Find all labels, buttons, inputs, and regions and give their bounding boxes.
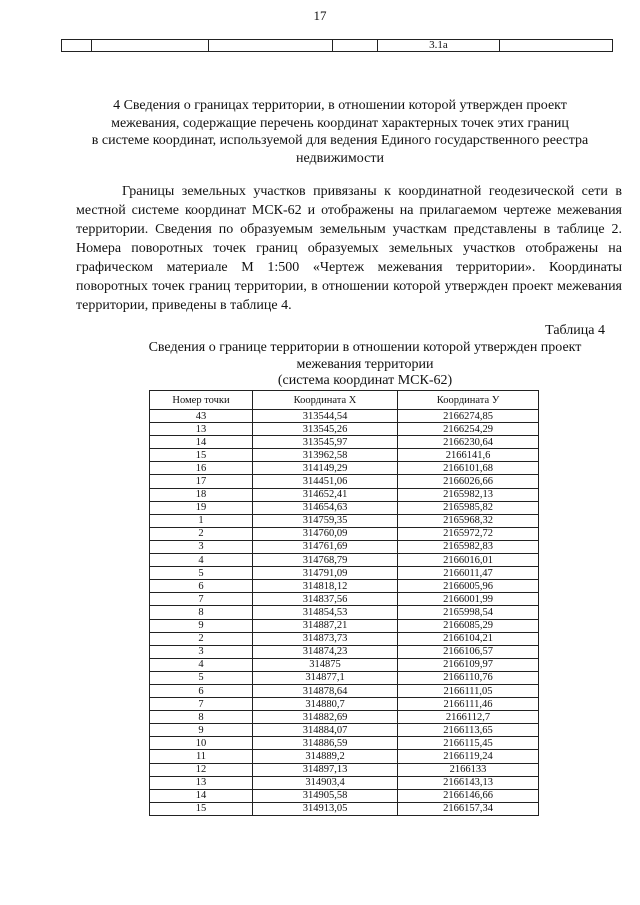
table-row (150, 776, 539, 789)
cell-point-number: 4 (150, 658, 253, 671)
cell-coordinate-x: 314877,1 (253, 671, 398, 684)
cell-coordinate-x: 314886,59 (253, 737, 398, 750)
table-row (150, 698, 539, 711)
cell-coordinate-y: 2166146,66 (398, 789, 539, 802)
cell-coordinate-x: 314903,4 (253, 776, 398, 789)
cell-point-number: 1 (150, 514, 253, 527)
table-row (150, 737, 539, 750)
table-caption: Таблица 4 (545, 323, 605, 338)
stamp-cell (333, 40, 378, 52)
cell-point-number: 6 (150, 684, 253, 697)
stamp-cell-sheet-code: 3.1а (378, 40, 500, 52)
cell-coordinate-y: 2166111,05 (398, 684, 539, 697)
cell-coordinate-y: 2166111,46 (398, 698, 539, 711)
table-row (150, 540, 539, 553)
table-header-row (150, 391, 539, 410)
cell-point-number: 9 (150, 619, 253, 632)
page-number: 17 (313, 8, 327, 23)
cell-coordinate-y: 2166115,45 (398, 737, 539, 750)
cell-coordinate-y: 2166101,68 (398, 462, 539, 475)
cell-coordinate-x: 314791,09 (253, 567, 398, 580)
cell-point-number: 15 (150, 802, 253, 815)
cell-coordinate-y: 2166133 (398, 763, 539, 776)
cell-point-number: 12 (150, 763, 253, 776)
cell-coordinate-y: 2166001,99 (398, 593, 539, 606)
cell-coordinate-x: 313544,54 (253, 410, 398, 423)
table-row (150, 423, 539, 436)
cell-point-number: 5 (150, 671, 253, 684)
table-row (150, 580, 539, 593)
table-row (150, 645, 539, 658)
table-row (150, 436, 539, 449)
cell-coordinate-y: 2165985,82 (398, 501, 539, 514)
header-coordinate-x: Координата X (253, 391, 398, 410)
stamp-cell (92, 40, 209, 52)
table-row (150, 619, 539, 632)
table-title-line: межевания территории (296, 356, 434, 372)
table-row (150, 593, 539, 606)
cell-coordinate-x: 314761,69 (253, 540, 398, 553)
cell-coordinate-y: 2166254,29 (398, 423, 539, 436)
cell-coordinate-x: 313962,58 (253, 449, 398, 462)
cell-coordinate-x: 314149,29 (253, 462, 398, 475)
body-paragraph: Границы земельных участков привязаны к координатной геодезической сети в местной системе координат МСК-62 и отображены на прилагаемом чертеже межевания территории. Сведения по образуемым земельным участкам представлены в таблице 2. Номера поворотных точек границ образуемых земельных участков отображены на графическом материале М 1:500 «Чертеж межевания территории». Координаты поворотных точек границ территории, в отношении которой утвержден проект межевания территории, приведены в таблице 4. (76, 184, 622, 313)
cell-coordinate-x: 314897,13 (253, 763, 398, 776)
table-row (150, 449, 539, 462)
cell-coordinate-x: 314874,23 (253, 645, 398, 658)
cell-point-number: 2 (150, 632, 253, 645)
table-row (150, 410, 539, 423)
heading-line: 4 Сведения о границах территории, в отношении которой утвержден проект (113, 98, 567, 113)
cell-point-number: 4 (150, 554, 253, 567)
cell-point-number: 13 (150, 423, 253, 436)
cell-point-number: 10 (150, 737, 253, 750)
table-row (150, 763, 539, 776)
cell-coordinate-y: 2166005,96 (398, 580, 539, 593)
table-row (150, 750, 539, 763)
cell-point-number: 3 (150, 540, 253, 553)
table-row (150, 671, 539, 684)
cell-point-number: 14 (150, 436, 253, 449)
table-row (150, 514, 539, 527)
cell-coordinate-x: 314882,69 (253, 711, 398, 724)
table-row (150, 554, 539, 567)
table-row (150, 527, 539, 540)
cell-point-number: 13 (150, 776, 253, 789)
cell-coordinate-y: 2166113,65 (398, 724, 539, 737)
cell-coordinate-x: 314451,06 (253, 475, 398, 488)
cell-coordinate-y: 2165998,54 (398, 606, 539, 619)
table-row (150, 475, 539, 488)
cell-coordinate-x: 313545,26 (253, 423, 398, 436)
cell-coordinate-x: 314760,09 (253, 527, 398, 540)
cell-coordinate-y: 2166141,6 (398, 449, 539, 462)
cell-coordinate-x: 314759,35 (253, 514, 398, 527)
cell-coordinate-y: 2166026,66 (398, 475, 539, 488)
coordinates-table (149, 390, 539, 816)
cell-coordinate-y: 2166157,34 (398, 802, 539, 815)
cell-coordinate-y: 2166119,24 (398, 750, 539, 763)
heading-line: межевания, содержащие перечень координат характерных точек этих границ (111, 115, 569, 131)
cell-coordinate-x: 314880,7 (253, 698, 398, 711)
cell-point-number: 3 (150, 645, 253, 658)
cell-coordinate-x: 314873,73 (253, 632, 398, 645)
cell-coordinate-x: 314652,41 (253, 488, 398, 501)
table-row (150, 724, 539, 737)
table-row (150, 632, 539, 645)
cell-point-number: 8 (150, 711, 253, 724)
cell-coordinate-y: 2165982,13 (398, 488, 539, 501)
cell-point-number: 18 (150, 488, 253, 501)
title-block-strip (61, 39, 613, 52)
cell-coordinate-y: 2166106,57 (398, 645, 539, 658)
table-title-line: (система координат МСК-62) (277, 373, 453, 388)
cell-coordinate-x: 314878,64 (253, 684, 398, 697)
cell-point-number: 17 (150, 475, 253, 488)
cell-coordinate-x: 314654,63 (253, 501, 398, 514)
cell-coordinate-y: 2166112,7 (398, 711, 539, 724)
table-row (150, 606, 539, 619)
cell-point-number: 2 (150, 527, 253, 540)
header-coordinate-y: Координата У (398, 391, 539, 410)
cell-coordinate-x: 314884,07 (253, 724, 398, 737)
cell-coordinate-y: 2166109,97 (398, 658, 539, 671)
cell-coordinate-x: 314887,21 (253, 619, 398, 632)
cell-coordinate-y: 2165972,72 (398, 527, 539, 540)
cell-point-number: 11 (150, 750, 253, 763)
heading-line: недвижимости (296, 150, 384, 166)
stamp-cell (500, 40, 613, 52)
heading-line: в системе координат, используемой для ведения Единого государственного реестра (91, 133, 589, 148)
cell-point-number: 43 (150, 410, 253, 423)
section-heading (60, 97, 620, 167)
cell-point-number: 7 (150, 698, 253, 711)
table-row (150, 658, 539, 671)
table-row (150, 462, 539, 475)
cell-coordinate-y: 2166274,85 (398, 410, 539, 423)
stamp-cell (62, 40, 92, 52)
cell-coordinate-x: 314905,58 (253, 789, 398, 802)
cell-point-number: 7 (150, 593, 253, 606)
cell-coordinate-x: 314837,56 (253, 593, 398, 606)
table-row (150, 684, 539, 697)
cell-coordinate-y: 2166143,13 (398, 776, 539, 789)
cell-point-number: 16 (150, 462, 253, 475)
table-title (110, 340, 620, 390)
cell-coordinate-x: 314854,53 (253, 606, 398, 619)
cell-point-number: 6 (150, 580, 253, 593)
cell-coordinate-y: 2166016,01 (398, 554, 539, 567)
cell-coordinate-x: 313545,97 (253, 436, 398, 449)
cell-coordinate-x: 314875 (253, 658, 398, 671)
cell-coordinate-y: 2166104,21 (398, 632, 539, 645)
table-row (150, 711, 539, 724)
cell-point-number: 5 (150, 567, 253, 580)
cell-point-number: 8 (150, 606, 253, 619)
cell-coordinate-x: 314913,05 (253, 802, 398, 815)
table-title-line: Сведения о границе территории в отношении которой утвержден проект (148, 340, 582, 355)
cell-point-number: 9 (150, 724, 253, 737)
cell-coordinate-y: 2166011,47 (398, 567, 539, 580)
cell-coordinate-x: 314818,12 (253, 580, 398, 593)
table-row (150, 488, 539, 501)
cell-coordinate-x: 314768,79 (253, 554, 398, 567)
table-row (150, 802, 539, 815)
cell-coordinate-y: 2165982,83 (398, 540, 539, 553)
header-point-number: Номер точки (150, 391, 253, 410)
cell-point-number: 19 (150, 501, 253, 514)
cell-coordinate-y: 2166085,29 (398, 619, 539, 632)
stamp-cell (209, 40, 333, 52)
cell-point-number: 14 (150, 789, 253, 802)
cell-point-number: 15 (150, 449, 253, 462)
cell-coordinate-y: 2165968,32 (398, 514, 539, 527)
table-row (150, 789, 539, 802)
table-row (150, 501, 539, 514)
cell-coordinate-y: 2166110,76 (398, 671, 539, 684)
cell-coordinate-y: 2166230,64 (398, 436, 539, 449)
cell-coordinate-x: 314889,2 (253, 750, 398, 763)
table-row (150, 567, 539, 580)
